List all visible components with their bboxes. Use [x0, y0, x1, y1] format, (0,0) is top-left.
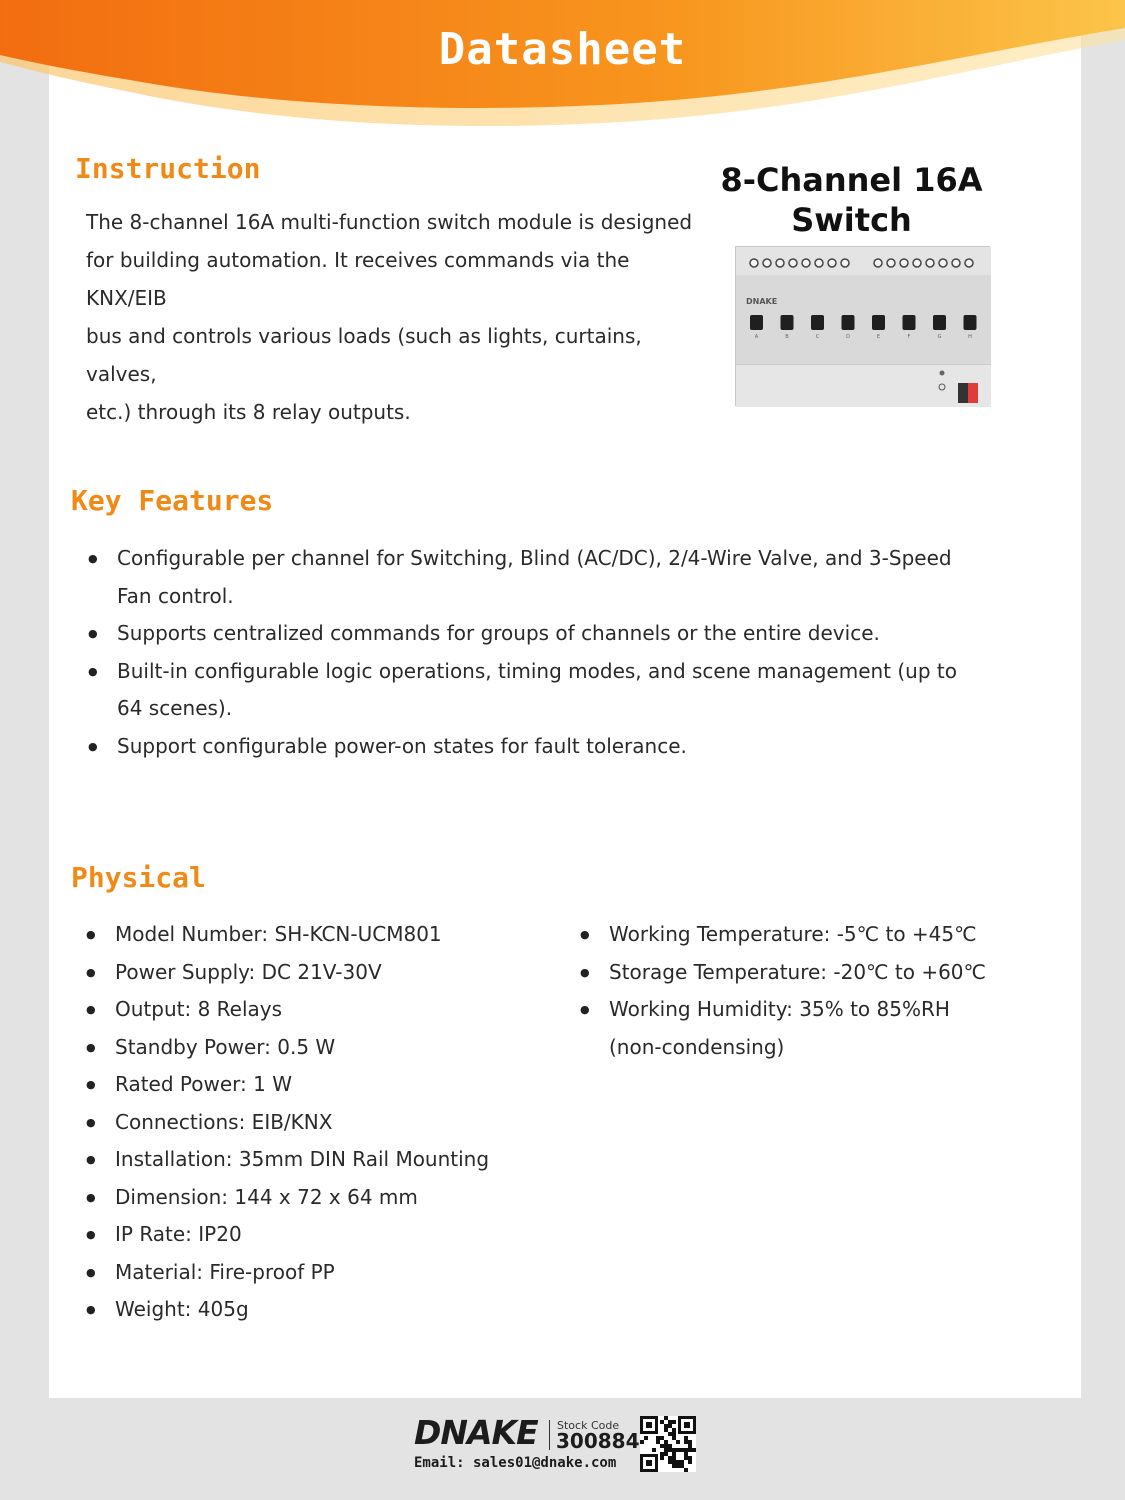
instruction-line: The 8-channel 16A multi-function switch module is designed — [86, 210, 693, 234]
terminal-screw — [763, 259, 771, 267]
physical-left-list — [86, 916, 546, 1329]
list-item: ● Working Temperature: -5℃ to +45℃ — [580, 916, 1000, 954]
relay-switch — [781, 315, 794, 330]
channel-label: B — [785, 334, 789, 340]
list-item: ● Connections: EIB/KNX — [86, 1104, 546, 1142]
product-title-line: 8-Channel 16A Switch — [720, 161, 983, 239]
terminal-screw — [965, 259, 973, 267]
list-item: ● Standby Power: 0.5 W — [86, 1029, 546, 1067]
channel-label: H — [968, 334, 972, 340]
channel-label: C — [815, 334, 820, 340]
list-item: ● Support configurable power-on states for fault tolerance. — [88, 728, 968, 766]
channel-label: D — [846, 334, 850, 340]
knx-connector-red — [968, 383, 978, 403]
list-item: ● Output: 8 Relays — [86, 991, 546, 1029]
relay-switch — [842, 315, 855, 330]
relay-switch — [903, 315, 916, 330]
header-banner — [0, 0, 1125, 140]
relay-switch — [872, 315, 885, 330]
terminal-screw — [913, 259, 921, 267]
page-title: Datasheet — [438, 24, 687, 75]
list-item: ● Rated Power: 1 W — [86, 1066, 546, 1104]
relay-switch — [933, 315, 946, 330]
list-item: ● Model Number: SH-KCN-UCM801 — [86, 916, 546, 954]
channel-label: E — [876, 334, 881, 340]
instruction-heading: Instruction — [75, 152, 261, 185]
terminal-screw — [776, 259, 784, 267]
stock-code-label: Stock Code — [557, 1419, 620, 1432]
logo-divider — [549, 1420, 550, 1450]
physical-right-list — [580, 916, 1000, 1066]
terminal-screw — [900, 259, 908, 267]
terminal-screw — [815, 259, 823, 267]
terminal-screw — [887, 259, 895, 267]
device-brand: DNAKE — [746, 297, 778, 306]
instruction-line: bus and controls various loads (such as lights, curtains, valves, — [86, 324, 642, 386]
product-image — [735, 246, 990, 406]
terminal-screw — [926, 259, 934, 267]
terminal-screw — [802, 259, 810, 267]
relay-switch — [750, 315, 763, 330]
list-item: ● Power Supply: DC 21V-30V — [86, 954, 546, 992]
list-item: ● Weight: 405g — [86, 1291, 546, 1329]
relay-switch — [964, 315, 977, 330]
contact-email: Email: sales01@dnake.com — [414, 1455, 617, 1471]
terminal-screw — [789, 259, 797, 267]
terminal-screw — [828, 259, 836, 267]
physical-heading: Physical — [71, 861, 206, 894]
list-item: ● Material: Fire-proof PP — [86, 1254, 546, 1292]
terminal-screw — [874, 259, 882, 267]
terminal-screw — [750, 259, 758, 267]
terminal-screw — [841, 259, 849, 267]
list-item: ● Installation: 35mm DIN Rail Mounting — [86, 1141, 546, 1179]
terminal-screw — [952, 259, 960, 267]
list-item: ● Supports centralized commands for groups of channels or the entire device. — [88, 615, 968, 653]
instruction-line: for building automation. It receives commands via the KNX/EIB — [86, 248, 630, 310]
list-item: ● Built-in configurable logic operations, timing modes, and scene management (up to 64 scenes). — [88, 653, 968, 728]
instruction-text — [86, 203, 706, 431]
list-item: ● Configurable per channel for Switching, Blind (AC/DC), 2/4-Wire Valve, and 3-Speed Fan control. — [88, 540, 968, 615]
device-illustration — [736, 247, 991, 407]
status-led — [940, 371, 945, 376]
instruction-line: etc.) through its 8 relay outputs. — [86, 400, 411, 424]
list-item: ● IP Rate: IP20 — [86, 1216, 546, 1254]
list-item: ● Working Humidity: 35% to 85%RH (non-condensing) — [580, 991, 1000, 1066]
list-item: ● Dimension: 144 x 72 x 64 mm — [86, 1179, 546, 1217]
channel-label: F — [907, 334, 911, 340]
dnake-logo: DNAKE — [414, 1413, 538, 1452]
terminal-screw — [939, 259, 947, 267]
list-item: ● Storage Temperature: -20℃ to +60℃ — [580, 954, 1000, 992]
key-features-heading: Key Features — [71, 484, 274, 517]
stock-code: 300884 — [556, 1429, 640, 1453]
relay-switch — [811, 315, 824, 330]
channel-label: A — [754, 334, 759, 340]
qr-code-icon — [640, 1416, 696, 1472]
key-features-list — [88, 540, 968, 765]
channel-label: G — [937, 334, 942, 340]
